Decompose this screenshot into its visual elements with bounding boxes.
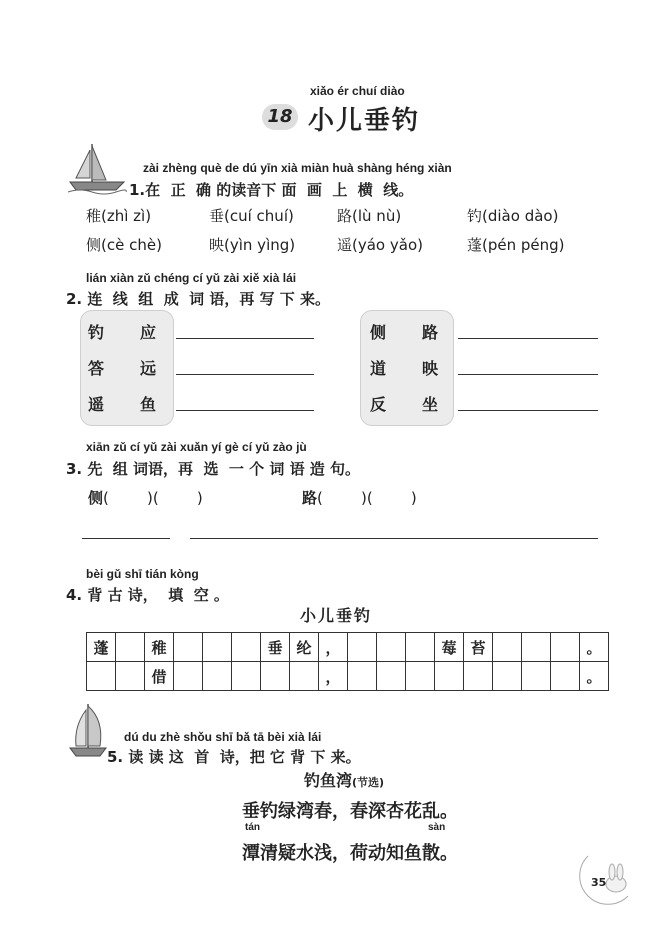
grid-cell[interactable]: 垂 [261, 633, 290, 662]
grid-cell[interactable] [377, 662, 406, 691]
grid-cell: 。 [580, 633, 609, 662]
grid-cell[interactable] [116, 662, 145, 691]
poem-fill-grid [86, 632, 609, 691]
section1-item: 钓(diào dào) [467, 207, 559, 225]
grid-cell[interactable] [348, 633, 377, 662]
poem-title: 钓鱼湾(节选) [304, 771, 385, 790]
section1-item: 蓬(pén péng) [467, 236, 565, 254]
section1-item: 映(yìn yìng) [209, 236, 296, 254]
grid-row [87, 633, 609, 662]
section1-item: 路(lù nù) [337, 207, 402, 225]
grid-cell[interactable]: 莓 [435, 633, 464, 662]
grid-cell[interactable] [203, 633, 232, 662]
title-pinyin: xiǎo ér chuí diào [310, 84, 405, 98]
right-char[interactable]: 路 [422, 323, 439, 342]
section1-item: 侧(cè chè) [86, 236, 162, 254]
section1-pinyin: zài zhèng què de dú yīn xià miàn huà shàng héng xiàn [143, 161, 452, 175]
answer-line[interactable] [176, 374, 314, 375]
group-char: 路( )( ) [302, 489, 417, 507]
grid-cell[interactable] [464, 662, 493, 691]
section1-item: 遥(yáo yǎo) [337, 236, 423, 254]
grid-cell[interactable] [435, 662, 464, 691]
answer-line[interactable] [458, 410, 598, 411]
grid-cell: ， [319, 662, 348, 691]
grid-cell[interactable] [493, 662, 522, 691]
poem-line: 潭清疑水浅，荷动知鱼散。 [242, 843, 458, 864]
grid-cell[interactable] [551, 633, 580, 662]
grid-cell[interactable] [377, 633, 406, 662]
grid-cell[interactable] [232, 633, 261, 662]
sailboat-icon [66, 700, 110, 762]
grid-cell[interactable] [174, 633, 203, 662]
section2-pinyin: lián xiàn zǔ chéng cí yǔ zài xiě xià lái [86, 271, 297, 285]
left-char[interactable]: 遥 [88, 395, 105, 414]
grid-cell[interactable] [551, 662, 580, 691]
grid-cell[interactable] [174, 662, 203, 691]
grid-cell[interactable] [406, 662, 435, 691]
grid-cell[interactable]: 苔 [464, 633, 493, 662]
answer-line[interactable] [458, 374, 598, 375]
section1-item: 稚(zhì zì) [86, 207, 152, 225]
right-char[interactable]: 映 [422, 359, 439, 378]
grid-cell[interactable]: 纶 [290, 633, 319, 662]
grid-cell[interactable] [261, 662, 290, 691]
section4-pinyin: bèi gǔ shī tián kòng [86, 567, 199, 581]
page-number: 35 [591, 876, 607, 889]
answer-line[interactable] [176, 410, 314, 411]
left-char[interactable]: 远 [140, 359, 157, 378]
grid-cell[interactable] [406, 633, 435, 662]
grid-cell[interactable] [116, 633, 145, 662]
grid-cell[interactable] [493, 633, 522, 662]
section3-pinyin: xiān zǔ cí yǔ zài xuǎn yí gè cí yǔ zào jù [86, 440, 307, 454]
section3-label: 3. 先 组 词语，再 选 一 个 词 语 造 句。 [66, 460, 361, 478]
section2-label: 2. 连 线 组 成 词 语，再 写 下 来。 [66, 290, 331, 308]
grid-cell: 。 [580, 662, 609, 691]
section1-label: 1.在 正 确 的读音下 面 画 上 横 线。 [129, 181, 414, 199]
left-char[interactable]: 钓 [88, 323, 105, 342]
poem-pinyin: sàn [428, 822, 446, 833]
answer-line[interactable] [176, 338, 314, 339]
sentence-line[interactable] [82, 538, 170, 539]
left-char[interactable]: 应 [140, 323, 157, 342]
left-char[interactable]: 鱼 [140, 395, 157, 414]
sailboat-icon [66, 140, 128, 196]
grid-cell[interactable]: 稚 [145, 633, 174, 662]
grid-cell[interactable] [522, 662, 551, 691]
poem-line: 垂钓绿湾春，春深杏花乱。 [242, 801, 458, 822]
right-char[interactable]: 侧 [370, 323, 387, 342]
right-char[interactable]: 反 [370, 395, 387, 414]
poem-grid-title: 小儿垂钓 [300, 606, 373, 625]
right-char[interactable]: 坐 [422, 395, 439, 414]
grid-cell[interactable] [203, 662, 232, 691]
grid-cell: ， [319, 633, 348, 662]
section5-label: 5. 读 读 这 首 诗，把 它 背 下 来。 [107, 748, 361, 766]
grid-cell[interactable] [348, 662, 377, 691]
grid-cell[interactable] [522, 633, 551, 662]
grid-cell[interactable]: 借 [145, 662, 174, 691]
page-title: 小儿垂钓 [308, 106, 421, 136]
group-char: 侧( )( ) [88, 489, 203, 507]
section1-item: 垂(cuí chuí) [209, 207, 294, 225]
sentence-line[interactable] [190, 538, 598, 539]
grid-row [87, 662, 609, 691]
answer-line[interactable] [458, 338, 598, 339]
grid-cell[interactable]: 蓬 [87, 633, 116, 662]
grid-cell[interactable] [232, 662, 261, 691]
grid-cell[interactable] [87, 662, 116, 691]
section5-pinyin: dú du zhè shǒu shī bǎ tā bèi xià lái [124, 730, 322, 744]
left-char[interactable]: 答 [88, 359, 105, 378]
poem-pinyin: tán [245, 822, 260, 833]
right-char[interactable]: 道 [370, 359, 387, 378]
lesson-number: 18 [262, 104, 298, 130]
grid-cell[interactable] [290, 662, 319, 691]
section4-label: 4. 背 古 诗， 填 空 。 [66, 586, 229, 604]
